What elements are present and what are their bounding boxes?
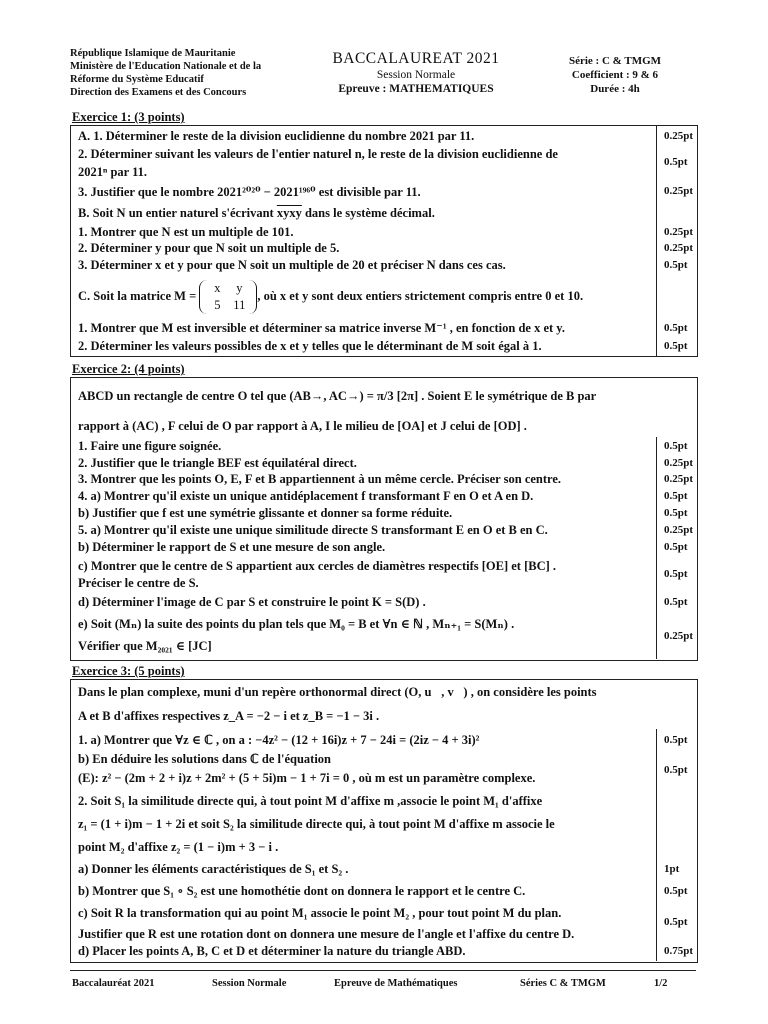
ex1-question: 3. Justifier que le nombre 2021²⁰²⁰ − 2021¹⁹⁶⁰ est divisible par 11. xyxy=(78,185,421,199)
ex2-points: 0.25pt xyxy=(664,457,694,469)
exam-coefficient: Coefficient : 9 & 6 xyxy=(571,69,659,81)
matrix-m xyxy=(199,280,257,314)
ex1-points: 0.5pt xyxy=(664,340,688,352)
ex3-question: (E): z² − (2m + 2 + i)z + 2m² + (5 + 5i)m − 1 + 7i = 0 , où m est un paramètre complexe. xyxy=(78,771,536,785)
ex3-points: 0.5pt xyxy=(664,734,688,746)
ex3-question: Justifier que R est une rotation dont on donnera une mesure de l'angle et l'affixe du centre D. xyxy=(78,927,575,941)
ex1-question: 2. Déterminer les valeurs possibles de x et y telles que le déterminant de M soit égal à 1. xyxy=(78,339,542,353)
points-column-divider xyxy=(656,729,657,961)
ex3-points: 0.5pt xyxy=(664,764,688,776)
matrix-cell: 5 xyxy=(214,298,221,313)
ex1-question: 1. Montrer que N est un multiple de 101. xyxy=(78,225,294,239)
exercise-1-title: Exercice 1: (3 points) xyxy=(72,110,185,124)
exam-title: BACCALAUREAT 2021 xyxy=(332,50,500,67)
ex2-question: c) Montrer que le centre de S appartient aux cercles de diamètres respectifs [OE] et [BC] . xyxy=(78,559,557,573)
ex1-question: 2. Déterminer suivant les valeurs de l'entier naturel n, le reste de la division euclidienne de xyxy=(78,147,558,161)
ex1-question-b xyxy=(78,205,656,221)
points-column-divider xyxy=(656,125,657,356)
ministry-line: Réforme du Système Educatif xyxy=(70,74,204,85)
ex3-question: a) Donner les éléments caractéristiques de S₁ et S₂ . xyxy=(78,862,349,876)
ex2-points: 0.5pt xyxy=(664,568,688,580)
ex3-question: z₁ = (1 + i)m − 1 + 2i et soit S₂ la similitude directe qui, à tout point M d'affixe m associe le xyxy=(78,817,555,831)
ex3-points: 0.5pt xyxy=(664,885,688,897)
ex1-question-c xyxy=(78,278,656,314)
ex3-intro: A et B d'affixes respectives z_A = −2 − i et z_B = −1 − 3i . xyxy=(78,709,380,723)
ex2-question: b) Déterminer le rapport de S et une mesure de son angle. xyxy=(78,540,386,554)
footer-divider xyxy=(70,970,696,971)
ex1-b-text: B. Soit N un entier naturel s'écrivant xyxy=(78,206,277,220)
ex1-c-text: C. Soit la matrice M = xyxy=(78,289,200,303)
footer-session: Session Normale xyxy=(212,978,287,989)
ex3-points: 0.75pt xyxy=(664,945,694,957)
ex2-question: e) Soit (Mₙ) la suite des points du plan tels que M₀ = B et ∀n ∈ ℕ , Mₙ₊₁ = S(Mₙ) . xyxy=(78,617,515,631)
exam-session: Session Normale xyxy=(376,69,456,81)
ex3-question: point M₂ d'affixe z₂ = (1 − i)m + 3 − i . xyxy=(78,840,279,854)
points-column-divider xyxy=(656,437,657,659)
ex2-points: 0.25pt xyxy=(664,473,694,485)
ex2-points: 0.25pt xyxy=(664,524,694,536)
ex2-intro: rapport à (AC) , F celui de O par rapport à A, I le milieu de [OA] et J celui de [OD] . xyxy=(78,419,527,433)
ex2-question: 5. a) Montrer qu'il existe une unique similitude directe S transformant E en O et B en C. xyxy=(78,523,548,537)
ex1-points: 0.5pt xyxy=(664,322,688,334)
ex2-question: 2. Justifier que le triangle BEF est équilatéral direct. xyxy=(78,456,357,470)
ex3-question: 1. a) Montrer que ∀z ∈ ℂ , on a : −4z² − (12 + 16i)z + 7 − 24i = (2iz − 4 + 3i)² xyxy=(78,733,480,747)
ex3-points: 0.5pt xyxy=(664,916,688,928)
ex2-question: Préciser le centre de S. xyxy=(78,576,199,590)
ex2-question: b) Justifier que f est une symétrie glissante et donner sa forme réduite. xyxy=(78,506,453,520)
exercise-3-title: Exercice 3: (5 points) xyxy=(72,664,185,678)
ex1-points: 0.25pt xyxy=(664,185,694,197)
ex3-question: 2. Soit S₁ la similitude directe qui, à tout point M d'affixe m ,associe le point M₁ d'affixe xyxy=(78,794,543,808)
exam-info-block xyxy=(540,54,690,96)
ministry-line: Ministère de l'Education Nationale et de la xyxy=(70,61,262,72)
ex2-points: 0.25pt xyxy=(664,630,694,642)
ex2-question: Vérifier que M₂₀₂₁ ∈ [JC] xyxy=(78,639,212,653)
ex3-question: d) Placer les points A, B, C et D et déterminer la nature du triangle ABD. xyxy=(78,944,466,958)
ex1-question: 2021ⁿ par 11. xyxy=(78,165,148,179)
xyxy-number: xyxy xyxy=(276,206,302,220)
exam-serie: Série : C & TMGM xyxy=(568,55,662,67)
exercise-2-title: Exercice 2: (4 points) xyxy=(72,362,185,376)
ex3-question: b) En déduire les solutions dans ℂ de l'équation xyxy=(78,752,332,766)
ex2-points: 0.5pt xyxy=(664,596,688,608)
exam-subject: Epreuve : MATHEMATIQUES xyxy=(338,83,494,95)
ex2-points: 0.5pt xyxy=(664,490,688,502)
ex1-question: 1. Montrer que M est inversible et déterminer sa matrice inverse M⁻¹ , en fonction de x et y. xyxy=(78,321,565,335)
matrix-cell: 11 xyxy=(233,298,246,313)
ex1-c-tail: , où x et y sont deux entiers strictement compris entre 0 et 10. xyxy=(257,289,584,303)
ex2-question: d) Déterminer l'image de C par S et construire le point K = S(D) . xyxy=(78,595,426,609)
ex1-points: 0.25pt xyxy=(664,130,694,142)
matrix-cell: x xyxy=(214,281,221,296)
ex3-question: c) Soit R la transformation qui au point M₁ associe le point M₂ , pour tout point M du plan. xyxy=(78,906,562,920)
ex1-question: 2. Déterminer y pour que N soit un multiple de 5. xyxy=(78,241,340,255)
ex1-points: 0.5pt xyxy=(664,259,688,271)
exam-title-block xyxy=(316,50,516,96)
ex1-b-tail: dans le système décimal. xyxy=(301,206,435,220)
ex3-intro: Dans le plan complexe, muni d'un repère orthonormal direct (O, u⃗, v⃗) , on considère les points xyxy=(78,685,597,699)
ex2-question: 4. a) Montrer qu'il existe un unique antidéplacement f transformant F en O et A en D. xyxy=(78,489,534,503)
ex1-points: 0.25pt xyxy=(664,242,694,254)
matrix-cell: y xyxy=(236,281,243,296)
ex1-points: 0.25pt xyxy=(664,226,694,238)
footer-series: Séries C & TMGM xyxy=(520,978,606,989)
footer-bac: Baccalauréat 2021 xyxy=(72,978,155,989)
ex2-points: 0.5pt xyxy=(664,440,688,452)
ex2-points: 0.5pt xyxy=(664,507,688,519)
ministry-block xyxy=(70,47,310,99)
exam-duration: Durée : 4h xyxy=(590,83,640,95)
ex2-intro: ABCD un rectangle de centre O tel que (AB→, AC→) = π/3 [2π] . Soient E le symétrique de B par xyxy=(78,389,597,403)
ex2-points: 0.5pt xyxy=(664,541,688,553)
page-number: 1/2 xyxy=(654,978,668,989)
footer-epreuve: Epreuve de Mathématiques xyxy=(334,978,458,989)
ex2-question: 3. Montrer que les points O, E, F et B appartiennent à un même cercle. Préciser son centre. xyxy=(78,472,562,486)
ex3-points: 1pt xyxy=(664,863,680,875)
ex1-points: 0.5pt xyxy=(664,156,688,168)
ministry-line: Direction des Examens et des Concours xyxy=(70,87,247,98)
ministry-line: République Islamique de Mauritanie xyxy=(70,48,236,59)
ex1-question: 3. Déterminer x et y pour que N soit un multiple de 20 et préciser N dans ces cas. xyxy=(78,258,506,272)
ex3-question: b) Montrer que S₁ ∘ S₂ est une homothétie dont on donnera le rapport et le centre C. xyxy=(78,884,526,898)
ex2-question: 1. Faire une figure soignée. xyxy=(78,439,222,453)
ex1-question: A. 1. Déterminer le reste de la division euclidienne du nombre 2021 par 11. xyxy=(78,129,475,143)
